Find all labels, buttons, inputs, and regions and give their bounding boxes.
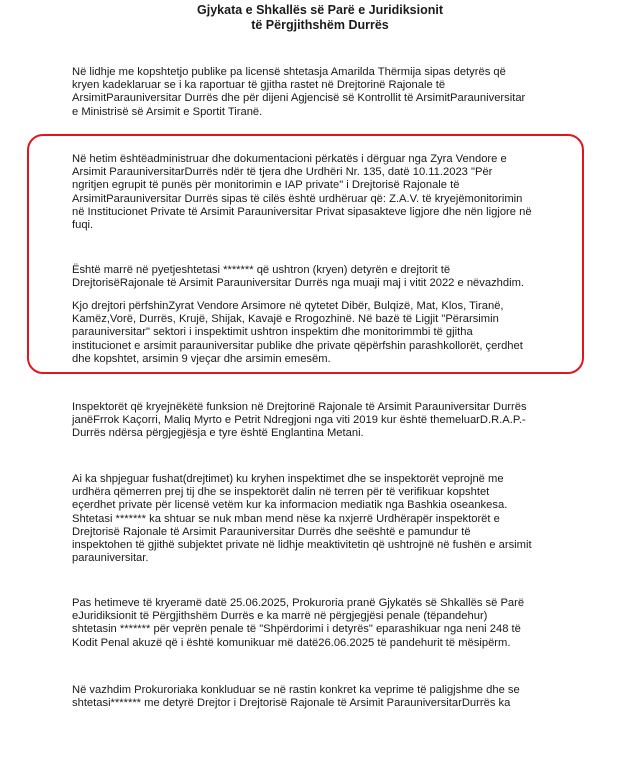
text-line: Pas hetimeve të kryeramë datë 25.06.2025, Prokuroria pranë Gjykatës së Shkallës së Parë [72, 597, 525, 609]
paragraph-8 [72, 684, 572, 710]
text-line: inspektohen të gjithë subjektet private në lidhje meaktivitetin që ushtrojnë në fushën e arsimit [72, 539, 532, 552]
text-line: DrejtorisëRajonale të Arsimit Parauniversitar Durrës nga muaji maj i vitit 2022 e nëvazhdim. [72, 277, 525, 290]
court-title: Gjykata e Shkallës së Parë e Juridiksionit [197, 3, 443, 17]
text-line: shtetasi******* me detyrë Drejtor i Drejtorisë Rajonale të Arsimit ParauniversitarDurrës ka [72, 697, 511, 710]
text-line: ngritjen egrupit të punës për monitorimin e IAP private" i Drejtorisë Rajonale të [72, 179, 460, 192]
text-line: Kodit Penal akuzë që i është komunikuar më datë26.06.2025 të pandehurit të mësipërm. [72, 636, 511, 649]
paragraph-3 [72, 264, 572, 290]
paragraph-4 [72, 300, 572, 366]
text-line: Arsimit ParauniversitarDurrës ndër të tjera dhe Urdhëri Nr. 135, datë 10.11.2023 "Për [72, 166, 493, 179]
paragraph-6 [72, 473, 572, 565]
text-line: Kjo drejtori përfshinZyrat Vendore Arsimore në qytetet Dibër, Bulqizë, Mat, Klos, Tiranë, [72, 300, 504, 312]
text-line: shtetasin ******* për veprën penale të "Shpërdorimi i detyrës" eparashikuar nga neni 248 të [72, 623, 521, 636]
text-line: urdhëra qëmerren prej tij dhe se inspektorët dalin në terren për të verifikuar kopshtet [72, 486, 490, 499]
text-line: Inspektorët që kryejnëkëtë funksion në Drejtorinë Rajonale të Arsimit Parauniversitar Durrës [72, 401, 527, 413]
text-line: parauniversitar. [72, 552, 149, 565]
text-line: Në hetim ështëadministruar dhe dokumentacioni përkatës i dërguar nga Zyra Vendore e [72, 153, 507, 165]
text-line: Ai ka shpjeguar fushat(drejtimet) ku kryhen inspektimet dhe se inspektorët veprojnë me [72, 473, 504, 485]
paragraph-5 [72, 401, 572, 441]
text-line: dhe kopshtet, arsimin 9 vjeçar dhe arsimin emesëm. [72, 352, 331, 365]
text-line: ArsimitParauniversitar Durrës sipas të cilës është urdhëruar që: Z.A.V. të kryejëmonitorimin [72, 192, 523, 205]
text-line: në Institucionet Private të Arsimit Parauniversitar Privat sipasakteve ligjore dhe nën ligjore në [72, 205, 532, 218]
paragraph-7 [72, 597, 572, 650]
text-line: fuqi. [72, 219, 94, 232]
text-line: institucionet e arsimit parauniversitar publike dhe private qëpërfshin parashkollorët, çerdhet [72, 339, 523, 352]
text-line: Kamëz,Vorë, Durrës, Krujë, Shijak, Kavajë e Rrogozhinë. Në bazë të Ligjit "Përarsimin [72, 313, 499, 326]
text-line: Shtetasi ******* ka shtuar se nuk mban mend nëse ka nxjerrë Urdhërapër inspektorët e [72, 512, 500, 525]
paragraph-2 [72, 153, 572, 232]
text-line: Është marrë në pyetjeshtetasi ******* që ushtron (kryen) detyrën e drejtorit të [72, 264, 451, 276]
text-line: eJuridiksionit të Përgjithshëm Durrës e ka marrë në përgjegjësi penale (tëpandehur) [72, 610, 488, 623]
text-line: Drejtorisë Rajonale të Arsimit Parauniversitar Durrës dhe seështë e pamundur të [72, 525, 471, 538]
text-line: eçerdhet private për licensë vetëm kur ka informacion mediatik nga Bashkia oseankesa. [72, 499, 508, 512]
court-subtitle: të Përgjithshëm Durrës [251, 18, 389, 32]
text-line: parauniversitar" sektori i inspektimit ushtron inspektim dhe monitorimmbi të gjitha [72, 326, 473, 339]
text-line: Në lidhje me kopshtetjo publike pa licensë shtetasja Amarilda Thërmija sipas detyrës që [72, 66, 506, 78]
text-line: Në vazhdim Prokuroriaka konkluduar se në rastin konkret ka veprime të paligjshme dhe se [72, 684, 520, 696]
text-line: kryen kadeklaruar se i ka raportuar të gjitha rastet në Drejtorinë Rajonale të [72, 79, 446, 92]
text-line: Durrës ndërsa përgjegjësja e tyre është Englantina Metani. [72, 427, 364, 440]
text-line: janëFrrok Kaçorri, Maliq Myrto e Petrit Ndregjoni nga viti 2019 kur është themeluarD.R.A.P.- [72, 414, 526, 427]
paragraph-1 [72, 66, 572, 119]
text-line: ArsimitParauniversitar Durrës dhe për dijeni Agjencisë së Kontrollit të ArsimitParauniversitar [72, 92, 526, 105]
text-line: e Ministrisë së Arsimit e Sportit Tiranë. [72, 105, 263, 118]
